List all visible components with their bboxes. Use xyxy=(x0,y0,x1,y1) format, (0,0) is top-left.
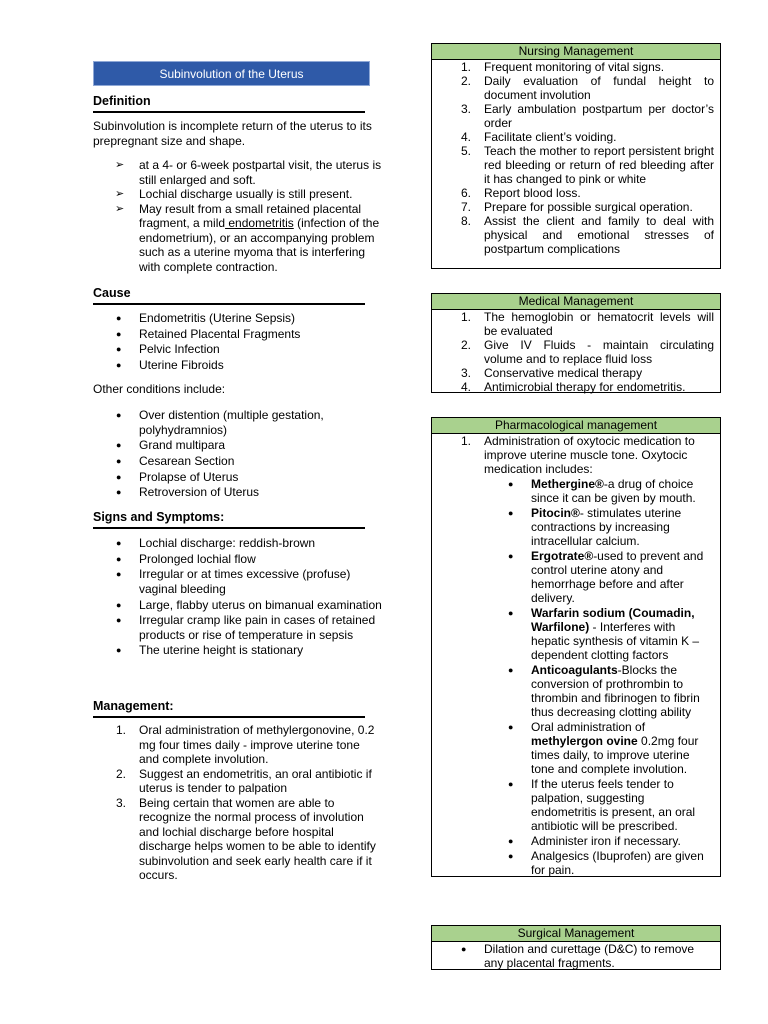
other-conditions-label: Other conditions include: xyxy=(93,382,226,396)
list-item: ● Prolonged lochial flow xyxy=(116,551,256,566)
bullet-icon: ● xyxy=(116,538,122,548)
list-item: ● Uterine Fibroids xyxy=(116,358,224,373)
bullet-icon: ● xyxy=(508,479,514,489)
list-item: ● Retained Placental Fragments xyxy=(116,326,301,341)
list-item: 4. Antimicrobial therapy for endometritis. xyxy=(461,380,686,394)
list-item: ● Over distention (multiple gestation, polyhydramnios) xyxy=(116,408,324,437)
list-item: 3. Being certain that women are able to recognize the normal process of involution and lochial discharge before hospital discharge helps women to be able to identify subinvolution and seek early health care if it occurs. xyxy=(116,795,376,882)
list-item: 3. Early ambulation postpartum per doctor’s order xyxy=(461,102,714,130)
list-item: 7. Prepare for possible surgical operation. xyxy=(461,200,693,214)
pharmacological-management-heading: Pharmacological management xyxy=(432,418,720,434)
cause-list xyxy=(93,311,383,374)
list-item: ● Irregular cramp like pain in cases of retained products or rise of temperature in sepsis xyxy=(116,613,376,642)
list-item: ● Large, flabby uterus on bimanual examination xyxy=(116,597,382,612)
bullet-icon: ● xyxy=(461,944,467,954)
endometritis-link[interactable]: endometritis xyxy=(225,216,294,230)
list-item: ● Warfarin sodium (Coumadin, Warfilone) - Interferes with hepatic synthesis of vitamin K – dependent clotting factors xyxy=(508,606,700,662)
bullet-icon: ● xyxy=(116,313,122,323)
surgical-management-heading: Surgical Management xyxy=(432,926,720,942)
list-item: 2. Suggest an endometritis, an oral antibiotic if uterus is tender to palpation xyxy=(116,766,372,795)
list-item: ● Lochial discharge: reddish-brown xyxy=(116,536,316,550)
bullet-icon: ● xyxy=(116,455,122,466)
bullet-icon: ● xyxy=(508,608,514,618)
bullet-icon: ● xyxy=(508,851,514,861)
bullet-icon: ● xyxy=(508,779,514,789)
pharma-drug-list xyxy=(432,477,720,877)
bullet-icon: ● xyxy=(508,665,514,675)
list-item: 2. Daily evaluation of fundal height to document involution xyxy=(461,74,714,102)
nursing-management-heading: Nursing Management xyxy=(432,44,720,60)
cause-heading: Cause xyxy=(93,286,131,300)
list-item: ● Analgesics (Ibuprofen) are given for pain. xyxy=(508,849,704,877)
management-rule xyxy=(93,716,365,718)
definition-text: Subinvolution is incomplete return of the uterus to its prepregnant size and shape. xyxy=(93,119,372,148)
list-item: ● Methergine®-a drug of choice since it can be given by mouth. xyxy=(508,477,696,505)
list-item: ● Anticoagulants-Blocks the conversion of prothrombin to thrombin and fibrinogen to fibrin thus decreasing clotting ability xyxy=(508,663,700,719)
bullet-icon: ● xyxy=(116,615,122,626)
list-item: ● Retroversion of Uterus xyxy=(116,485,260,500)
medical-list xyxy=(432,310,720,394)
list-item: ● The uterine height is stationary xyxy=(116,643,304,658)
cause-rule xyxy=(93,303,365,305)
bullet-icon: ● xyxy=(116,599,122,610)
signs-heading: Signs and Symptoms: xyxy=(93,510,225,524)
bullet-icon: ● xyxy=(116,487,122,498)
list-item: ● Ergotrate®-used to prevent and control uterine atony and hemorrhage before and after delivery. xyxy=(508,549,704,605)
bullet-icon: ● xyxy=(508,722,514,732)
pharmacological-management-box xyxy=(431,417,721,877)
list-item: ➢ May result from a small retained placental fragment, a mild endometritis (infection of the endometrium), or an accompanying problem such as a uterine myoma that is interfering with complete contraction. xyxy=(115,201,380,274)
list-item: ● Pelvic Infection xyxy=(116,342,220,357)
definition-list xyxy=(93,158,383,274)
list-item: ● Cesarean Section xyxy=(116,453,235,468)
signs-list xyxy=(93,536,383,659)
bullet-icon: ● xyxy=(508,508,514,518)
arrow-icon: ➢ xyxy=(115,159,125,171)
bullet-icon: ● xyxy=(116,344,122,355)
nursing-management-box xyxy=(431,43,721,269)
arrow-icon: ➢ xyxy=(115,188,125,200)
list-item: ● Irregular or at times excessive (profuse) vaginal bleeding xyxy=(116,567,351,596)
bullet-icon: ● xyxy=(116,328,122,339)
list-item: ● Pitocin®- stimulates uterine contractions by increasing intracellular calcium. xyxy=(508,506,682,548)
list-item: ● Dilation and curettage (D&C) to remove any placental fragments. xyxy=(461,942,695,970)
list-item: ● Endometritis (Uterine Sepsis) xyxy=(116,311,296,325)
list-item: 1. The hemoglobin or hematocrit levels will be evaluated xyxy=(461,310,714,338)
list-item: 2. Give IV Fluids - maintain circulating volume and to replace fluid loss xyxy=(461,338,714,366)
list-item: ● Prolapse of Uterus xyxy=(116,469,239,484)
list-item: ● Administer iron if necessary. xyxy=(508,834,681,848)
bullet-icon: ● xyxy=(116,471,122,482)
list-item: 8. Assist the client and family to deal with physical and emotional stresses of postpartum complications xyxy=(461,214,714,256)
list-item: ● Grand multipara xyxy=(116,438,226,453)
list-item: ➢ at a 4- or 6-week postpartal visit, the uterus is still enlarged and soft. xyxy=(115,158,382,187)
list-item: ➢ Lochial discharge usually is still present. xyxy=(115,187,353,201)
definition-heading: Definition xyxy=(93,94,151,108)
list-item: ● Oral administration of methylergon ovine 0.2mg four times daily, to improve uterine tone and complete involution. xyxy=(508,720,699,776)
list-item: 1. Administration of oxytocic medication to improve uterine muscle tone. Oxytocic medication includes: xyxy=(461,434,695,476)
other-conditions-list xyxy=(93,408,383,501)
list-item: 3. Conservative medical therapy xyxy=(461,366,643,380)
bullet-icon: ● xyxy=(116,553,122,564)
list-item: 5. Teach the mother to report persistent bright red bleeding or return of red bleeding after it has changed to pink or white xyxy=(461,144,714,186)
management-list xyxy=(93,723,383,883)
page-title: Subinvolution of the Uterus xyxy=(93,61,370,86)
list-item: 4. Facilitate client’s voiding. xyxy=(461,130,617,144)
surgical-list xyxy=(432,942,720,970)
medical-management-heading: Medical Management xyxy=(432,294,720,310)
medical-management-box xyxy=(431,293,721,393)
surgical-management-box xyxy=(431,925,721,970)
definition-rule xyxy=(93,111,365,113)
signs-rule xyxy=(93,527,365,529)
nursing-list xyxy=(432,60,720,256)
list-item: ● If the uterus feels tender to palpation, suggesting endometritis is present, an oral antibiotic will be prescribed. xyxy=(508,777,696,833)
pharma-list xyxy=(432,434,720,476)
bullet-icon: ● xyxy=(116,645,122,656)
arrow-icon: ➢ xyxy=(115,202,125,215)
bullet-icon: ● xyxy=(116,360,122,371)
bullet-icon: ● xyxy=(508,551,514,561)
list-item: 1. Frequent monitoring of vital signs. xyxy=(461,60,665,74)
list-item: 6. Report blood loss. xyxy=(461,186,581,200)
bullet-icon: ● xyxy=(116,569,122,580)
bullet-icon: ● xyxy=(116,410,122,420)
list-item: 1. Oral administration of methylergonovine, 0.2 mg four times daily - improve uterine tone and complete involution. xyxy=(116,723,375,766)
management-heading: Management: xyxy=(93,699,174,713)
bullet-icon: ● xyxy=(116,440,122,451)
bullet-icon: ● xyxy=(508,836,514,846)
